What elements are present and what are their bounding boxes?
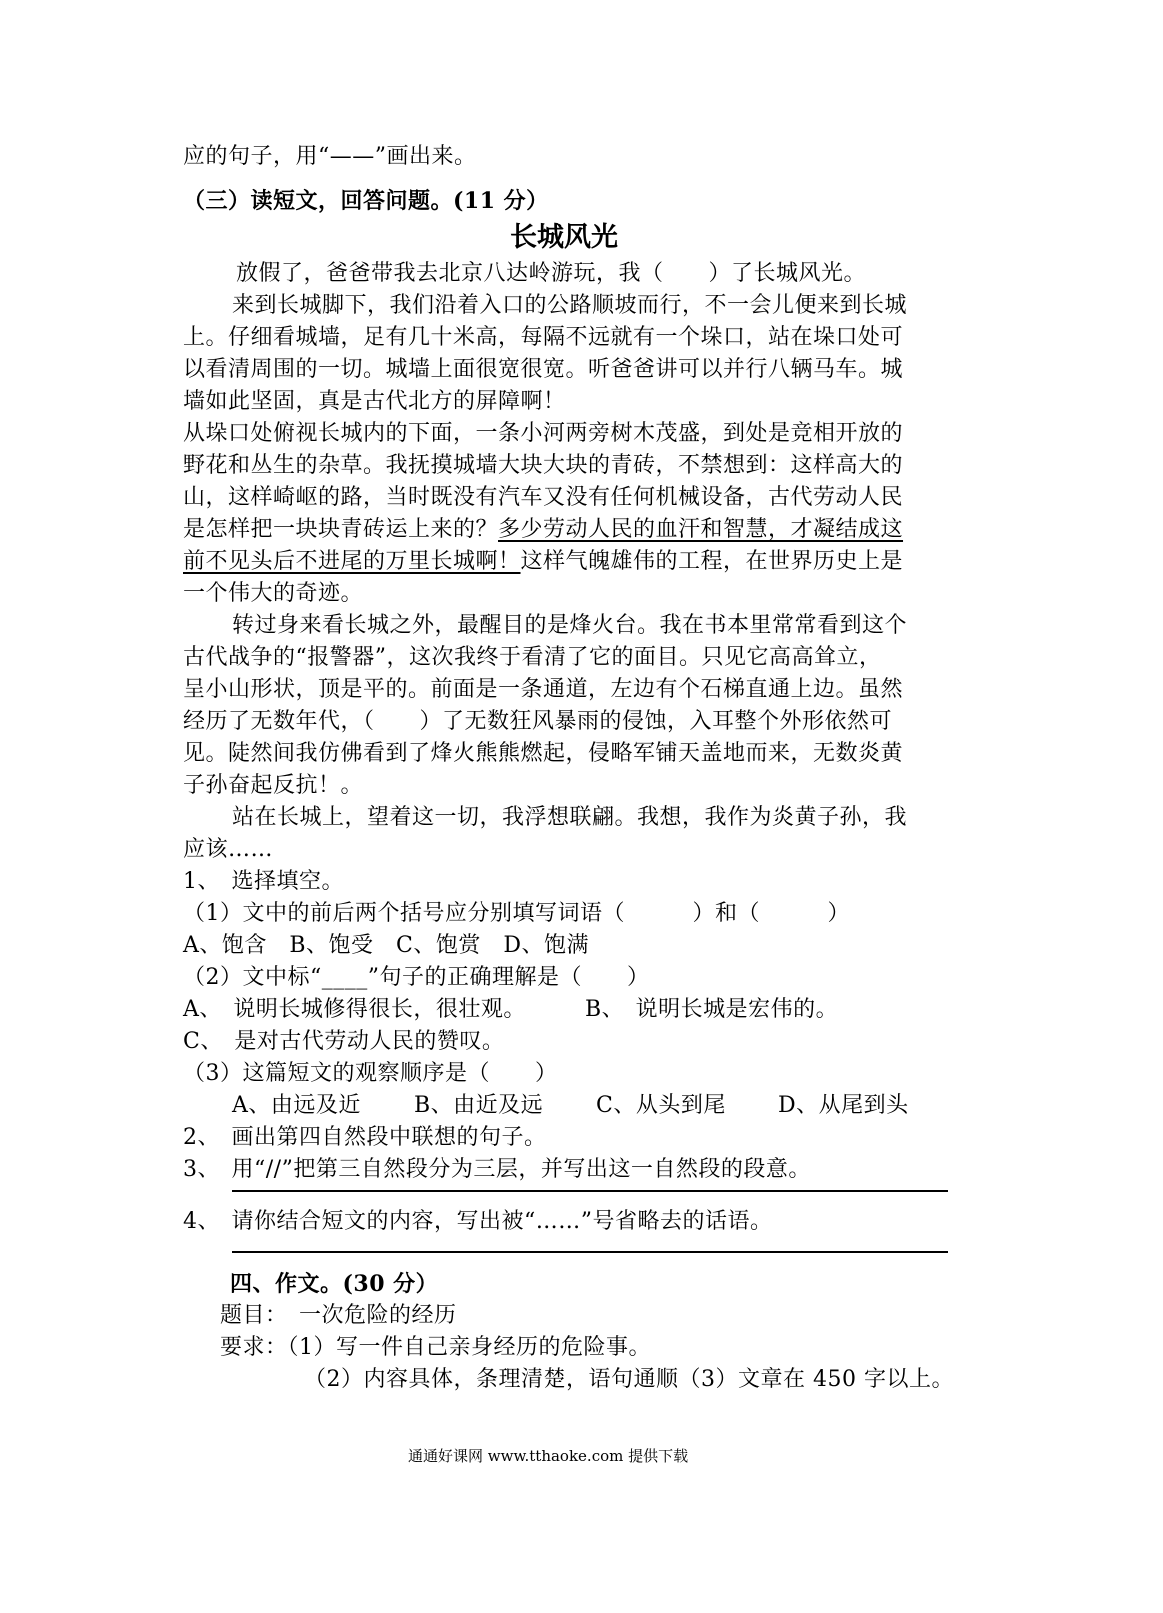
essay-requirement: 要求：（1）写一件自己亲身经历的危险事。 xyxy=(220,1335,651,1360)
passage-line: 放假了，爸爸带我去北京八达岭游玩，我（ ）了长城风光。 xyxy=(236,261,867,286)
question-1-part-2: （2）文中标“____”句子的正确理解是（ ） xyxy=(183,965,650,990)
essay-requirement: （2）内容具体，条理清楚，语句通顺（3）文章在 450 字以上。 xyxy=(304,1367,954,1392)
option-b: B、由近及远 xyxy=(414,1093,544,1118)
option-a: A、由远及近 xyxy=(232,1093,361,1118)
intro-line: 应的句子，用“——”画出来。 xyxy=(183,144,477,169)
essay-topic: 题目： 一次危险的经历 xyxy=(220,1303,457,1328)
passage-line xyxy=(183,546,903,578)
option-line: C、 是对古代劳动人民的赞叹。 xyxy=(183,1029,505,1054)
passage-line: 墙如此坚固，真是古代北方的屏障啊！ xyxy=(183,389,566,414)
passage-line: 见。陡然间我仿佛看到了烽火熊熊燃起，侵略军铺天盖地而来，无数炎黄 xyxy=(183,741,904,766)
page-footer: 通通好课网 www.tthaoke.com 提供下载 xyxy=(408,1447,689,1465)
underlined-sentence: 前不见头后不进尾的万里长城啊！ xyxy=(183,549,521,574)
passage-line: 来到长城脚下，我们沿着入口的公路顺坡而行，不一会儿便来到长城 xyxy=(232,293,908,318)
section-four-heading: 四、作文。(30 分） xyxy=(230,1271,439,1297)
question-1-options: A、饱含 B、饱受 C、饱赏 D、饱满 xyxy=(183,933,590,958)
passage-line: 站在长城上，望着这一切，我浮想联翩。我想，我作为炎黄子孙，我 xyxy=(232,805,908,830)
passage-line: 野花和丛生的杂草。我抚摸城墙大块大块的青砖，不禁想到：这样高大的 xyxy=(183,453,904,478)
passage-line: 一个伟大的奇迹。 xyxy=(183,581,364,606)
question-3: 3、 用“//”把第三自然段分为三层，并写出这一自然段的段意。 xyxy=(183,1157,811,1182)
option-line: A、 说明长城修得很长，很壮观。 xyxy=(183,997,526,1022)
passage-line: 从垛口处俯视长城内的下面，一条小河两旁树木茂盛，到处是竞相开放的 xyxy=(183,421,904,446)
passage-line: 古代战争的“报警器”，这次我终于看清了它的面目。只见它高高耸立， xyxy=(183,645,882,670)
passage-line: 以看清周围的一切。城墙上面很宽很宽。听爸爸讲可以并行八辆马车。城 xyxy=(183,357,904,382)
passage-line: 呈小山形状，顶是平的。前面是一条通道，左边有个石梯直通上边。虽然 xyxy=(183,677,904,702)
underlined-sentence: 多少劳动人民的血汗和智慧，才凝结成这 xyxy=(498,517,904,542)
passage-line: 转过身来看长城之外，最醒目的是烽火台。我在书本里常常看到这个 xyxy=(232,613,908,638)
passage-text: 这样气魄雄伟的工程，在世界历史上是 xyxy=(520,549,904,574)
section-three-heading: （三）读短文，回答问题。(11 分） xyxy=(183,188,549,214)
answer-line xyxy=(232,1190,948,1192)
question-1: 1、 选择填空。 xyxy=(183,869,344,894)
passage-text: 是怎样把一块块青砖运上来的？ xyxy=(183,517,499,542)
passage-line: 上。仔细看城墙，足有几十米高，每隔不远就有一个垛口，站在垛口处可 xyxy=(183,325,904,350)
question-2: 2、 画出第四自然段中联想的句子。 xyxy=(183,1125,547,1150)
option-c: C、从头到尾 xyxy=(596,1093,726,1118)
passage-line: 山，这样崎岖的路，当时既没有汽车又没有任何机械设备，古代劳动人民 xyxy=(183,485,904,510)
question-1-part-1: （1）文中的前后两个括号应分别填写词语（ ）和（ ） xyxy=(183,901,850,926)
passage-title: 长城风光 xyxy=(510,222,618,253)
passage-line: 经历了无数年代，（ ）了无数狂风暴雨的侵蚀，入耳整个外形依然可 xyxy=(183,709,893,734)
answer-line xyxy=(232,1251,948,1253)
question-1-part-3: （3）这篇短文的观察顺序是（ ） xyxy=(183,1061,558,1086)
question-4: 4、 请你结合短文的内容，写出被“……”号省略去的话语。 xyxy=(183,1209,773,1234)
passage-line: 应该…… xyxy=(183,837,274,862)
option-d: D、从尾到头 xyxy=(778,1093,909,1118)
passage-line: 子孙奋起反抗！。 xyxy=(183,773,364,798)
option-line: B、 说明长城是宏伟的。 xyxy=(585,997,839,1022)
passage-line xyxy=(183,514,903,546)
